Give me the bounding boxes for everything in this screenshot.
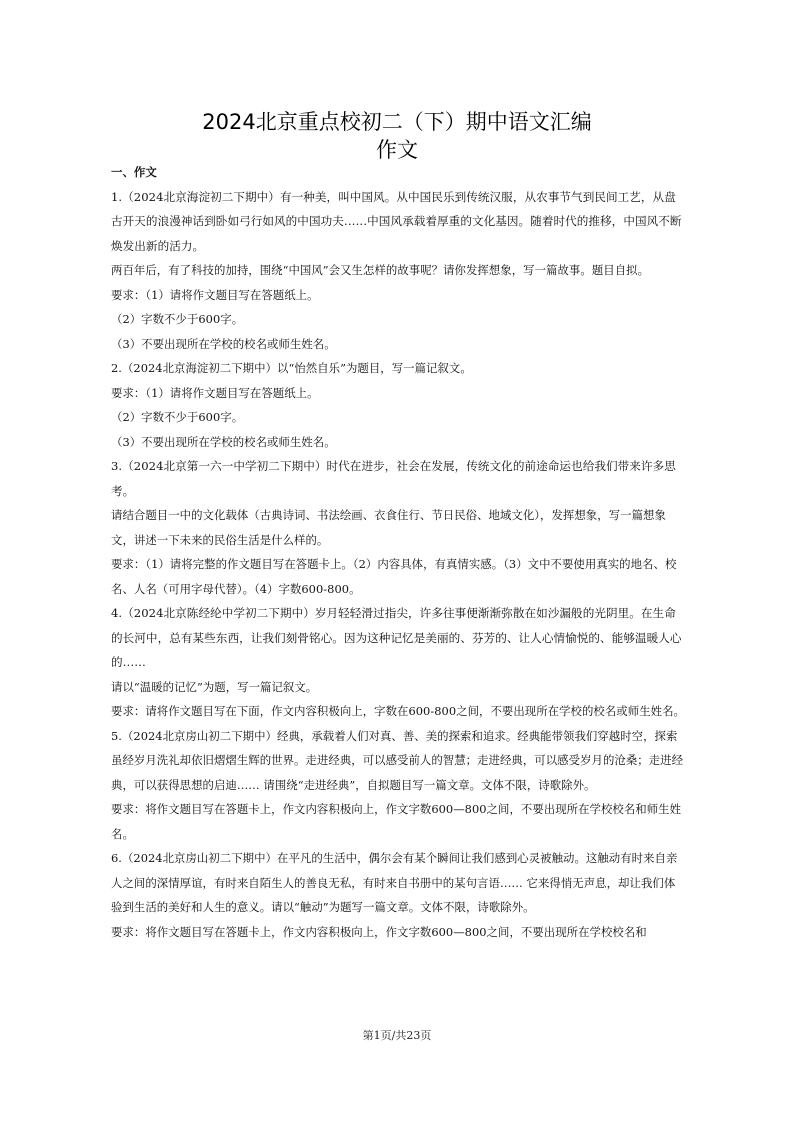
question-1-requirement-3: （3）不要出现所在学校的校名或师生姓名。 [111, 336, 336, 351]
question-1-intro: 1.（2024北京海淀初二下期中）有一种美，叫中国风。从中国民乐到传统汉服，从农事节气到民间工艺，从盘古开天的浪漫神话到卧如弓行如风的中国功夫……中国风承载着厚重的文化基因。随着时代的推移，中国风不断焕发出新的活力。 [111, 189, 682, 253]
question-2-requirement-1: 要求：（1）请将作文题目写在答题纸上。 [111, 385, 319, 400]
question-1-requirement-1: 要求：（1）请将作文题目写在答题纸上。 [111, 287, 319, 302]
question-2-requirement-2: （2）字数不少于600字。 [111, 410, 244, 424]
question-2-intro: 2.（2024北京海淀初二下期中）以“怡然自乐”为题目，写一篇记叙文。 [111, 361, 472, 375]
question-3-intro: 3.（2024北京第一六一中学初二下期中）时代在进步，社会在发展，传统文化的前途命运也给我们带来许多思考。 [111, 459, 676, 498]
question-5-requirement: 要求：将作文题目写在答题卡上，作文内容积极向上，作文字数600—800之间，不要出现所在学校校名和师生姓名。 [111, 802, 682, 841]
question-5-intro: 5.（2024北京房山初二下期中）经典，承载着人们对真、善、美的探索和追求。经典能带领我们穿越时空，探索虽经岁月洗礼却依旧熠熠生辉的世界。走进经典，可以感受前人的智慧；走进经典，可以感受岁月的沧桑；走进经典，可以获得思想的启迪…… 请围绕“走进经典”，自拟题目写一篇文章。文体不限，诗歌除外。 [111, 728, 684, 792]
page-number: 第1页/共23页 [362, 1029, 432, 1042]
question-1-requirement-2: （2）字数不少于600字。 [111, 312, 244, 326]
question-4-intro: 4.（2024北京陈经纶中学初二下期中）岁月轻轻滑过指尖，许多往事便渐渐弥散在如沙漏般的光阴里。在生命的长河中，总有某些东西，让我们刻骨铭心。因为这种记忆是美丽的、芬芳的、让人心情愉悦的、能够温暖人心的…… [111, 606, 682, 669]
document-body [111, 160, 686, 944]
section-heading: 一、作文 [111, 165, 157, 179]
question-4-requirement: 要求：请将作文题目写在下面，作文内容积极向上，字数在600-800之间，不要出现所在学校的校名或师生姓名。 [111, 704, 685, 718]
question-2-requirement-3: （3）不要出现所在学校的校名或师生姓名。 [111, 434, 336, 449]
question-6-intro: 6.（2024北京房山初二下期中）在平凡的生活中，偶尔会有某个瞬间让我们感到心灵被触动。这触动有时来自亲人之间的深情厚谊，有时来自陌生人的善良无私，有时来自书册中的某句言语…… 它来得悄无声息，却让我们体验到生活的美好和人生的意义。请以“触动”为题写一篇文章。文体不限，诗歌除外。 [111, 851, 678, 914]
question-3-prompt: 请结合题目一中的文化载体（古典诗词、书法绘画、衣食住行、节日民俗、地域文化），发挥想象，写一篇想象文，讲述一下未来的民俗生活是什么样的。 [111, 508, 666, 547]
question-6-requirement: 要求：将作文题目写在答题卡上，作文内容积极向上，作文字数600—800之间，不要出现所在学校校名和 [111, 924, 647, 939]
question-3-requirement: 要求：（1）请将完整的作文题目写在答题卡上。（2）内容具体，有真情实感。（3）文中不要使用真实的地名、校名、人名（可用字母代替）。（4）字数600-800。 [111, 557, 677, 596]
question-4-prompt: 请以“温暖的记忆”为题，写一篇记叙文。 [111, 679, 318, 694]
document-title: 2024北京重点校初二（下）期中语文汇编 [202, 110, 592, 134]
question-1-prompt: 两百年后，有了科技的加持，围绕“中国风”会又生怎样的故事呢？请你发挥想象，写一篇故事。题目自拟。 [111, 263, 650, 277]
document-subtitle: 作文 [376, 138, 418, 162]
